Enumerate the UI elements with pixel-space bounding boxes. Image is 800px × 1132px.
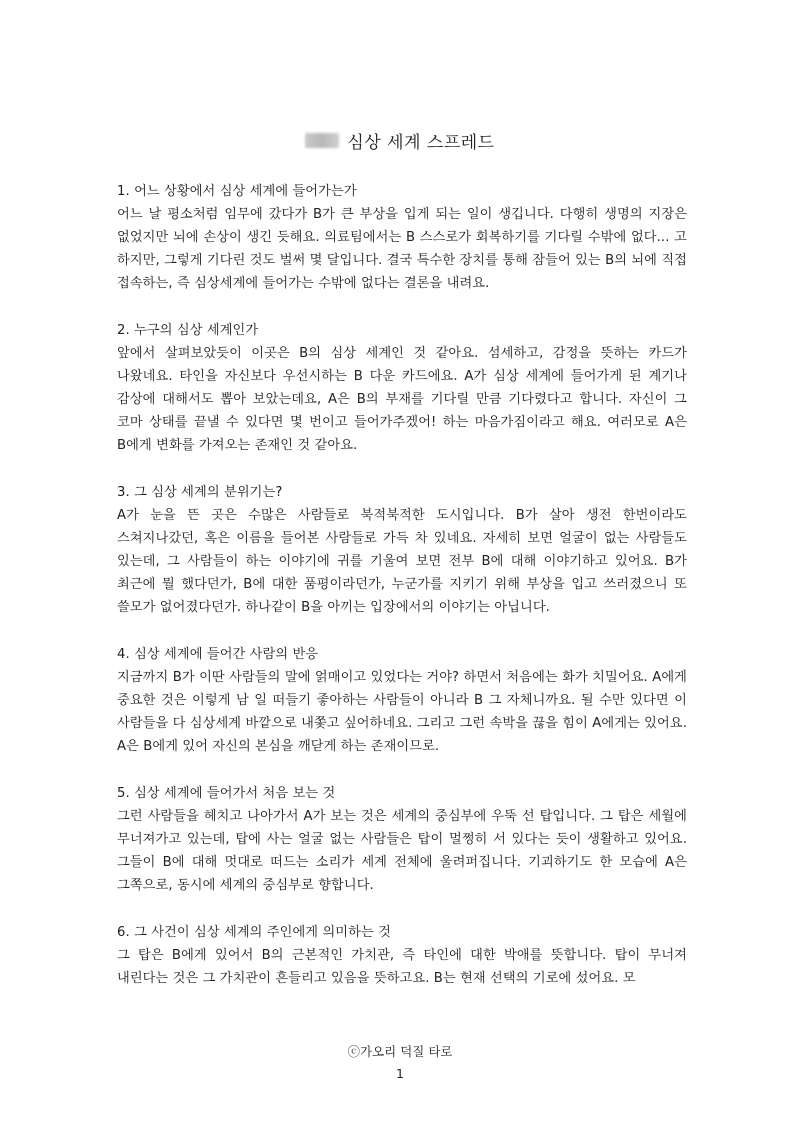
section-paragraph: A가 눈을 뜬 곳은 수많은 사람들로 북적북적한 도시입니다. B가 살아 생전 한번이라도 스쳐지나갔던, 혹은 이름을 들어본 사람들로 가득 차 있네요. 자세히 보면 얼굴이 없는 사람들도 있는데, 그 사람들이 하는 이야기에 귀를 기울여 보면 전부 B에 대해 이야기하고 있어요. B가 최근에 뭘 했다던가, B에 대한 품평이라던가, 누군가를 지키기 위해 부상을 입고 쓰러졌으니 또 쓸모가 없어졌다던가. 하나같이 B을 아끼는 입장에서의 이야기는 아닙니다. xyxy=(117,508,687,615)
blurred-name-redaction xyxy=(305,133,339,148)
page-number: 1 xyxy=(396,1066,404,1081)
section-1 xyxy=(117,180,687,295)
document-body xyxy=(117,180,687,1014)
section-4 xyxy=(117,643,687,758)
section-3 xyxy=(117,481,687,619)
section-paragraph: 지금까지 B가 이딴 사람들의 말에 얽매이고 있었다는 거야? 하면서 처음에는 화가 치밀어요. A에게 중요한 것은 이렇게 남 일 떠들기 좋아하는 사람들이 아니라 B 그 자체니까요. 될 수만 있다면 이 사람들을 다 심상세계 바깥으로 내쫓고 싶어하네요. 그리고 그런 속박을 끊을 힘이 A에게는 있어요. A은 B에게 있어 자신의 본심을 깨닫게 하는 존재이므로. xyxy=(117,670,687,754)
section-heading: 5. 심상 세계에 들어가서 처음 보는 것 xyxy=(117,786,336,801)
page-footer xyxy=(0,1041,800,1085)
section-5 xyxy=(117,782,687,897)
section-paragraph: 그 탑은 B에게 있어서 B의 근본적인 가치관, 즉 타인에 대한 박애를 뜻합니다. 탑이 무너져 내린다는 것은 그 가치관이 흔들리고 있음을 뜻하고요. B는 현재 선택의 기로에 섰어요. 모 xyxy=(117,948,687,986)
section-heading: 4. 심상 세계에 들어간 사람의 반응 xyxy=(117,647,319,662)
section-2 xyxy=(117,319,687,457)
section-paragraph: 그런 사람들을 헤치고 나아가서 A가 보는 것은 세계의 중심부에 우뚝 선 탑입니다. 그 탑은 세월에 무너져가고 있는데, 탑에 사는 얼굴 없는 사람들은 탑이 멀쩡히 서 있다는 듯이 생활하고 있어요. 그들이 B에 대해 멋대로 떠드는 소리가 세계 전체에 울려퍼집니다. 기괴하기도 한 모습에 A은 그쪽으로, 동시에 세계의 중심부로 향합니다. xyxy=(117,809,687,893)
section-heading: 1. 어느 상황에서 심상 세계에 들어가는가 xyxy=(117,184,357,199)
section-heading: 2. 누구의 심상 세계인가 xyxy=(117,323,259,338)
section-paragraph: 어느 날 평소처럼 임무에 갔다가 B가 큰 부상을 입게 되는 일이 생깁니다. 다행히 생명의 지장은 없었지만 뇌에 손상이 생긴 듯해요. 의료팀에서는 B 스스로가 회복하기를 기다릴 수밖에 없다... 고 하지만, 그렇게 기다린 것도 벌써 몇 달입니다. 결국 특수한 장치를 통해 잠들어 있는 B의 뇌에 직접 접속하는, 즉 심상세계에 들어가는 수밖에 없다는 결론을 내려요. xyxy=(117,207,687,291)
section-heading: 3. 그 심상 세계의 분위기는? xyxy=(117,485,283,500)
title-text: 심상 세계 스프레드 xyxy=(347,133,495,153)
section-paragraph: 앞에서 살펴보았듯이 이곳은 B의 심상 세계인 것 같아요. 섬세하고, 감정을 뜻하는 카드가 나왔네요. 타인을 자신보다 우선시하는 B 다운 카드에요. A가 심상 세계에 들어가게 된 계기나 감상에 대해서도 뽑아 보았는데요, A은 B의 부재를 기다릴 만큼 기다렸다고 합니다. 자신이 그 코마 상태를 끝낼 수 있다면 몇 번이고 들어가주겠어! 하는 마음가짐이라고 해요. 여러모로 A은 B에게 변화를 가져오는 존재인 것 같아요. xyxy=(117,346,687,453)
section-heading: 6. 그 사건이 심상 세계의 주인에게 의미하는 것 xyxy=(117,925,391,940)
document-title xyxy=(0,128,800,153)
copyright-text: ⓒ가오리 덕질 타로 xyxy=(347,1044,453,1059)
section-6 xyxy=(117,921,687,990)
